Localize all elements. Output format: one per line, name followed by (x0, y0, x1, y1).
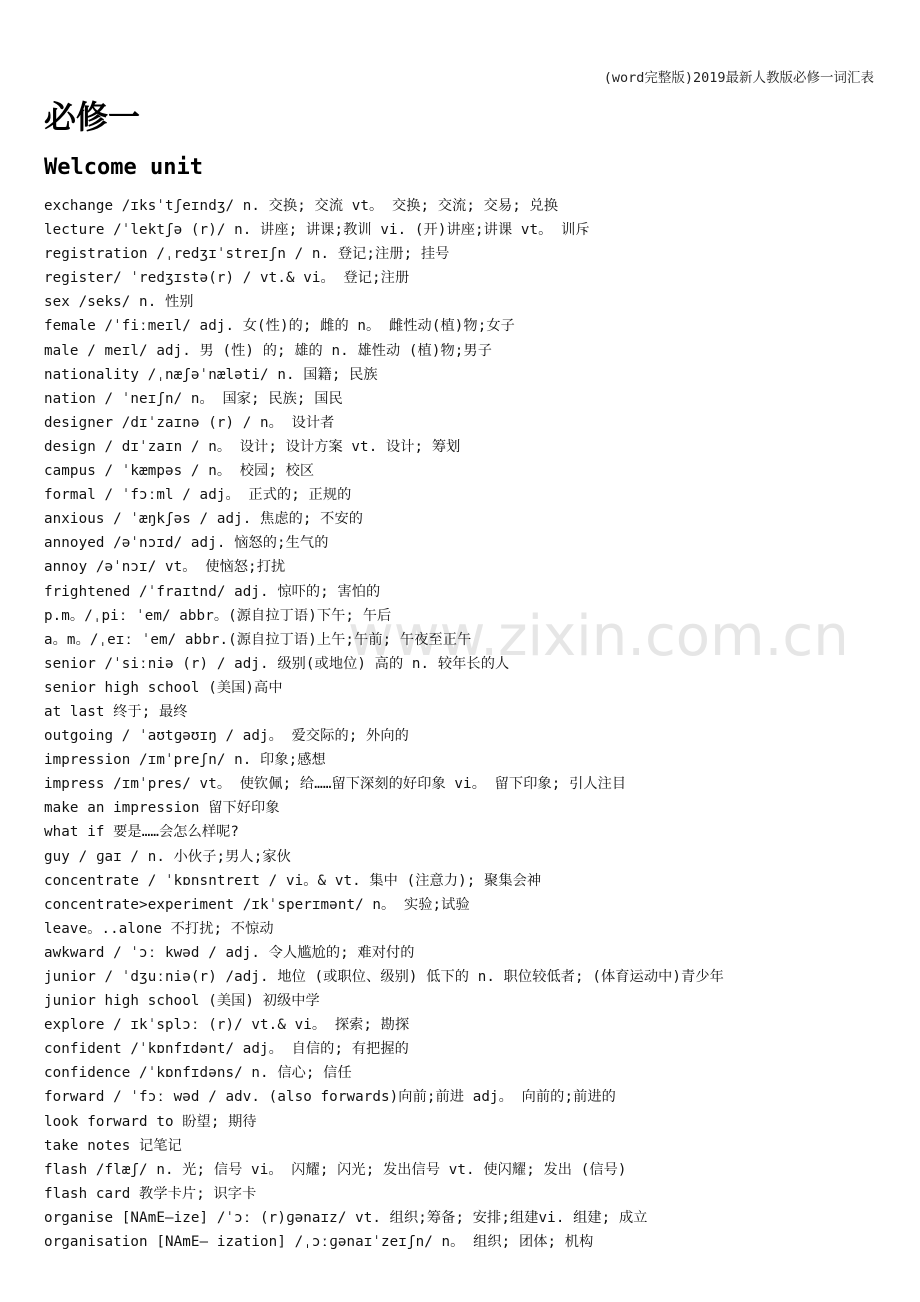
vocab-entry: senior /ˈsiːniə (r) / adj. 级别(或地位) 高的 n. 较年长的人 (44, 655, 510, 672)
vocab-entry: junior high school (美国) 初级中学 (44, 993, 320, 1010)
vocab-entry: frightened /ˈfraɪtnd/ adj. 惊吓的; 害怕的 (44, 583, 381, 600)
vocab-entry: p.m。/ˌpiː ˈem/ abbr。(源自拉丁语)下午; 午后 (44, 607, 392, 624)
vocab-entry: guy / ɡaɪ / n. 小伙子;男人;家伙 (44, 848, 291, 865)
vocab-entry: forward / ˈfɔː wəd / adv. (also forwards)向前;前进 adj。 向前的;前进的 (44, 1089, 616, 1106)
vocab-entry: register/ ˈredʒɪstə(r) / vt.& vi。 登记;注册 (44, 270, 410, 287)
vocab-entry: make an impression 留下好印象 (44, 800, 280, 817)
vocab-entry: concentrate / ˈkɒnsntreɪt / vi。& vt. 集中 (注意力); 聚集会神 (44, 872, 542, 889)
vocab-entry: concentrate>experiment /ɪkˈsperɪmənt/ n。 实验;试验 (44, 896, 470, 913)
vocab-entry: impress /ɪmˈpres/ vt。 使钦佩; 给……留下深刻的好印象 vi。 留下印象; 引人注目 (44, 776, 627, 793)
vocab-entry: sex /seks/ n. 性别 (44, 294, 194, 311)
vocab-entry: confidence /ˈkɒnfɪdəns/ n. 信心; 信任 (44, 1065, 352, 1082)
page-title: 必修一 (44, 98, 141, 136)
vocab-entry: explore / ɪkˈsplɔː (r)/ vt.& vi。 探索; 勘探 (44, 1017, 410, 1034)
vocab-entry: formal / ˈfɔːml / adj。 正式的; 正规的 (44, 487, 352, 504)
vocab-entry: organise [NAmE—ize] /ˈɔː (r)ɡənaɪz/ vt. 组织;筹备; 安排;组建vi. 组建; 成立 (44, 1209, 648, 1226)
vocab-entry: leave。..alone 不打扰; 不惊动 (44, 920, 274, 937)
vocab-entry: lecture /ˈlektʃə (r)/ n. 讲座; 讲课;教训 vi. (开)讲座;讲课 vt。 训斥 (44, 222, 590, 239)
vocab-entry: campus / ˈkæmpəs / n。 校园; 校区 (44, 463, 315, 480)
vocab-entry: take notes 记笔记 (44, 1137, 182, 1154)
vocab-entry: confident /ˈkɒnfɪdənt/ adj。 自信的; 有把握的 (44, 1041, 409, 1058)
vocab-entry: annoyed /əˈnɔɪd/ adj. 恼怒的;生气的 (44, 535, 329, 552)
vocab-entry: outgoing / ˈaʊtɡəʊɪŋ / adj。 爱交际的; 外向的 (44, 728, 409, 745)
vocab-entry: senior high school (美国)高中 (44, 679, 283, 696)
vocab-entry: nation / ˈneɪʃn/ n。 国家; 民族; 国民 (44, 390, 343, 407)
unit-title: Welcome unit (44, 155, 203, 180)
vocab-entry: a。m。/ˌeɪː ˈem/ abbr.(源自拉丁语)上午;午前; 午夜至正午 (44, 631, 472, 648)
vocab-entry: awkward / ˈɔː kwəd / adj. 令人尴尬的; 难对付的 (44, 944, 415, 961)
vocab-entry: registration /ˌredʒɪˈstreɪʃn / n. 登记;注册; 挂号 (44, 246, 450, 263)
watermark: www.zixin.com.cn (348, 604, 849, 669)
vocab-entry: what if 要是……会怎么样呢? (44, 824, 240, 841)
vocabulary-list (44, 194, 904, 1254)
vocab-entry: annoy /əˈnɔɪ/ vt。 使恼怒;打扰 (44, 559, 286, 576)
vocab-entry: junior / ˈdʒuːniə(r) /adj. 地位 (或职位、级别) 低下的 n. 职位较低者; (体育运动中)青少年 (44, 969, 724, 985)
vocab-entry: nationality /ˌnæʃəˈnæləti/ n. 国籍; 民族 (44, 366, 378, 383)
vocab-entry: exchange /ɪksˈtʃeɪndʒ/ n. 交换; 交流 vt。 交换; 交流; 交易; 兑换 (44, 198, 559, 214)
vocab-entry: impression /ɪmˈpreʃn/ n. 印象;感想 (44, 752, 326, 769)
vocab-entry: organisation [NAmE— ization] /ˌɔːɡənaɪˈzeɪʃn/ n。 组织; 团体; 机构 (44, 1234, 594, 1251)
vocab-entry: at last 终于; 最终 (44, 703, 188, 720)
vocab-entry: anxious / ˈæŋkʃəs / adj. 焦虑的; 不安的 (44, 511, 364, 528)
document-header-title: (word完整版)2019最新人教版必修一词汇表 (603, 70, 874, 86)
vocab-entry: design / dɪˈzaɪn / n。 设计; 设计方案 vt. 设计; 筹划 (44, 438, 461, 455)
vocab-entry: look forward to 盼望; 期待 (44, 1113, 257, 1130)
vocab-entry: female /ˈfiːmeɪl/ adj. 女(性)的; 雌的 n。 雌性动(植)物;女子 (44, 318, 515, 335)
vocab-entry: male / meɪl/ adj. 男 (性) 的; 雄的 n. 雄性动 (植)物;男子 (44, 342, 492, 359)
vocab-entry: flash card 教学卡片; 识字卡 (44, 1185, 257, 1202)
vocab-entry: designer /dɪˈzaɪnə (r) / n。 设计者 (44, 414, 335, 431)
vocab-entry: flash /flæʃ/ n. 光; 信号 vi。 闪耀; 闪光; 发出信号 vt. 使闪耀; 发出 (信号) (44, 1161, 627, 1178)
